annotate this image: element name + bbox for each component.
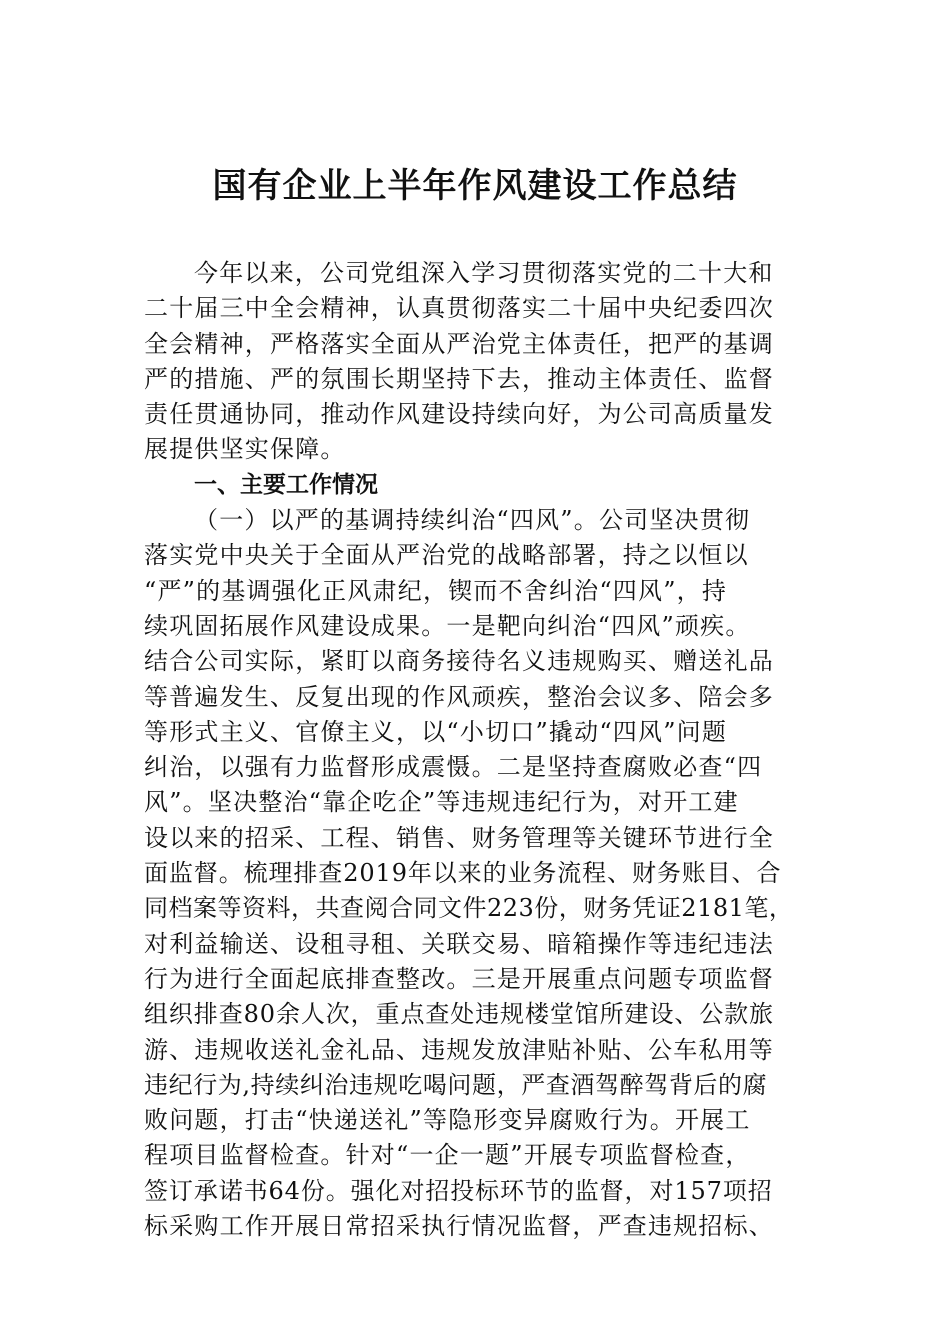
paragraph-line: 全会精神，严格落实全面从严治党主体责任，把严的基调 <box>144 329 774 358</box>
paragraph-line: 二十届三中全会精神，认真贯彻落实二十届中央纪委四次 <box>144 294 774 323</box>
paragraph-line: 严的措施、严的氛围长期坚持下去，推动主体责任、监督 <box>144 364 774 393</box>
paragraph-line: 纠治，以强有力监督形成震慑。二是坚持查腐败必查“四 <box>144 753 763 782</box>
paragraph-line: 风”。坚决整治“靠企吃企”等违规违纪行为，对开工建 <box>144 788 739 817</box>
paragraph-line: 落实党中央关于全面从严治党的战略部署，持之以恒以 <box>144 541 749 570</box>
paragraph-line: 面监督。梳理排查2019年以来的业务流程、财务账目、合 <box>144 859 782 888</box>
paragraph-line: 等普遍发生、反复出现的作风顽疾，整治会议多、陪会多 <box>144 682 774 711</box>
paragraph-line: 等形式主义、官僚主义，以“小切口”撬动“四风”问题 <box>144 717 728 746</box>
paragraph-line: 续巩固拓展作风建设成果。一是靶向纠治“四风”顽疾。 <box>144 611 751 640</box>
paragraph-line: 标采购工作开展日常招采执行情况监督，严查违规招标、 <box>144 1212 774 1241</box>
paragraph-line: 游、违规收送礼金礼品、违规发放津贴补贴、公车私用等 <box>144 1035 774 1064</box>
paragraph-line: 今年以来，公司党组深入学习贯彻落实党的二十大和 <box>194 259 774 287</box>
paragraph-line: 对利益输送、设租寻租、关联交易、暗箱操作等违纪违法 <box>144 929 774 958</box>
paragraph-line: 签订承诺书64份。强化对招投标环节的监督，对157项招 <box>144 1176 773 1205</box>
paragraph-line: 展提供坚实保障。 <box>144 435 346 464</box>
paragraph-line: “严”的基调强化正风肃纪，锲而不舍纠治“四风”，持 <box>144 576 728 605</box>
paragraph-line: 行为进行全面起底排查整改。三是开展重点问题专项监督 <box>144 964 774 993</box>
document-title: 国有企业上半年作风建设工作总结 <box>212 166 738 206</box>
paragraph-line: 违纪行为,持续纠治违规吃喝问题，严查酒驾醉驾背后的腐 <box>144 1070 768 1099</box>
paragraph-line: 结合公司实际，紧盯以商务接待名义违规购买、赠送礼品 <box>144 647 774 676</box>
paragraph-line: 程项目监督检查。针对“一企一题”开展专项监督检查， <box>144 1141 751 1170</box>
paragraph-line: 责任贯通协同，推动作风建设持续向好，为公司高质量发 <box>144 400 774 429</box>
document-body <box>144 256 810 1244</box>
section-heading: 一、主要工作情况 <box>194 471 378 498</box>
paragraph-line: （一）以严的基调持续纠治“四风”。公司坚决贯彻 <box>194 506 751 535</box>
paragraph-line: 同档案等资料，共查阅合同文件223份，财务凭证2181笔， <box>144 894 794 923</box>
paragraph-line: 设以来的招采、工程、销售、财务管理等关键环节进行全 <box>144 823 774 852</box>
paragraph-line: 组织排查80余人次，重点查处违规楼堂馆所建设、公款旅 <box>144 1000 774 1029</box>
paragraph-line: 败问题，打击“快递送礼”等隐形变异腐败行为。开展工 <box>144 1106 751 1135</box>
